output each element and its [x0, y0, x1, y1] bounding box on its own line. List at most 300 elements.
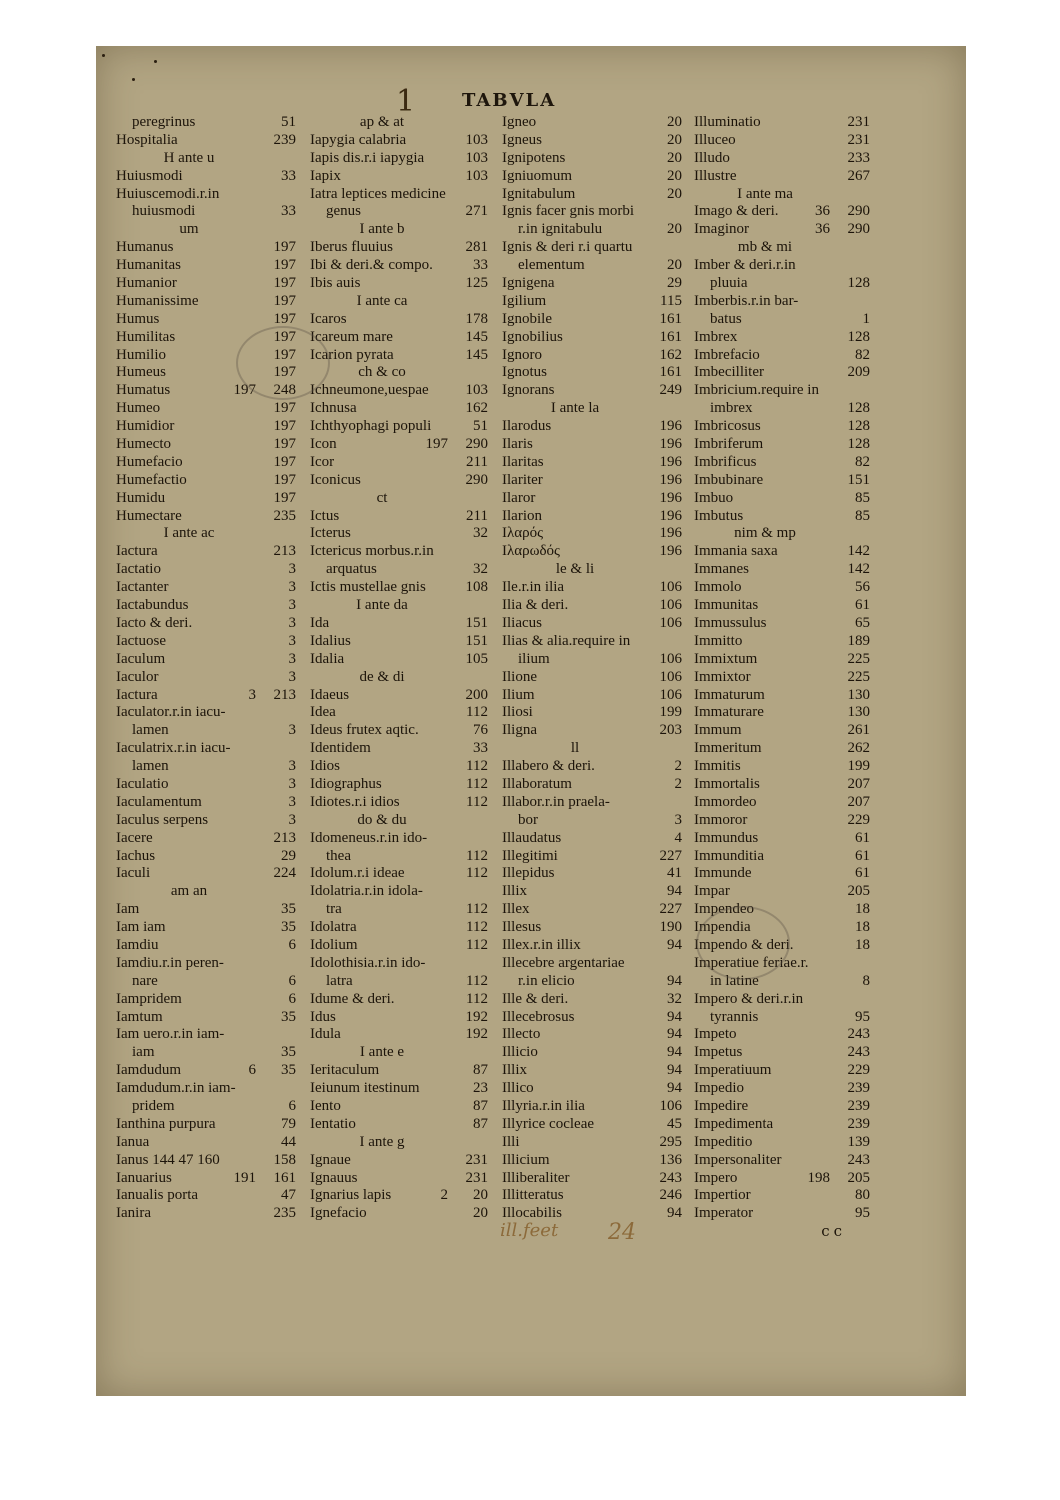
- section-heading: [310, 114, 488, 132]
- entry-term: Ida: [310, 614, 330, 631]
- index-entry: [694, 812, 870, 830]
- index-entry: [116, 1170, 296, 1188]
- entry-term: Iactuose: [116, 632, 166, 649]
- index-entry: [502, 347, 682, 365]
- index-entry: [310, 722, 488, 740]
- entry-page-number: 3: [288, 811, 296, 828]
- entry-term: Impar: [694, 883, 730, 900]
- index-entry: [502, 275, 682, 293]
- entry-term: r.in elicio: [518, 972, 575, 989]
- index-entry: [502, 776, 682, 794]
- entry-term: Ilariter: [502, 471, 543, 488]
- entry-page-number: 211: [466, 453, 488, 470]
- entry-page-number: 61: [855, 597, 870, 614]
- entry-term: latra: [326, 972, 353, 989]
- entry-page-number: 151: [465, 632, 488, 649]
- entry-term: Impetus: [694, 1044, 743, 1061]
- entry-term: Immitis: [694, 758, 741, 775]
- entry-term: Idolatria.r.in idola-: [310, 883, 423, 900]
- index-entry: [502, 704, 682, 722]
- entry-page-number: 267: [847, 167, 870, 184]
- index-entry: [502, 329, 682, 347]
- entry-term: I ante ca: [356, 292, 408, 309]
- entry-page-number: 33: [281, 167, 296, 184]
- index-entry: [694, 1098, 870, 1116]
- entry-page-number: 112: [466, 972, 488, 989]
- entry-term: Illaudatus: [502, 829, 562, 846]
- entry-term: huiusmodi: [132, 203, 196, 220]
- entry-page-number: 243: [847, 1151, 870, 1168]
- entry-term: Ieiunum itestinum: [310, 1080, 420, 1097]
- entry-term: mb & mi: [737, 239, 793, 256]
- entry-page-number: 281: [465, 239, 488, 256]
- entry-page-number: 2: [674, 775, 682, 792]
- index-entry: [502, 364, 682, 382]
- entry-term: Immixtum: [694, 650, 758, 667]
- section-heading: [694, 525, 870, 543]
- entry-page-number: 197: [273, 471, 296, 488]
- index-entry: [116, 186, 296, 204]
- index-entry: [310, 687, 488, 705]
- index-entry: [694, 311, 870, 329]
- entry-page-number: 3: [288, 597, 296, 614]
- entry-term: Immolo: [694, 579, 742, 596]
- entry-page-number: 239: [847, 1115, 870, 1132]
- entry-term: Iapygia calabria: [310, 131, 407, 148]
- entry-page-number: 79: [281, 1115, 296, 1132]
- index-entry: [310, 651, 488, 669]
- index-entry: [116, 991, 296, 1009]
- entry-term: Iactanter: [116, 579, 169, 596]
- index-entry: [116, 1187, 296, 1205]
- index-entry: [310, 865, 488, 883]
- index-column: [694, 114, 870, 1223]
- index-entry: [502, 794, 682, 812]
- index-entry: [116, 687, 296, 705]
- entry-page-number: 196: [659, 525, 682, 542]
- index-entry: [310, 400, 488, 418]
- entry-term: Humeo: [116, 400, 161, 417]
- entry-term: ct: [376, 489, 388, 506]
- section-heading: [694, 239, 870, 257]
- index-entry: [694, 114, 870, 132]
- index-entry: [694, 150, 870, 168]
- entry-page-number: 145: [465, 328, 488, 345]
- index-entry: [502, 472, 682, 490]
- entry-term: Iampridem: [116, 990, 182, 1007]
- section-heading: [502, 400, 682, 418]
- entry-page-number: 128: [847, 400, 870, 417]
- entry-term: am an: [170, 883, 208, 900]
- entry-term: Immaturum: [694, 686, 765, 703]
- entry-page-number: 205: [847, 1169, 870, 1186]
- entry-page-number: 29: [281, 847, 296, 864]
- entry-term: Iaculatio: [116, 775, 169, 792]
- entry-extra-reference: 197: [425, 436, 448, 453]
- entry-page-number: 112: [466, 936, 488, 953]
- entry-page-number: 199: [847, 758, 870, 775]
- entry-page-number: 142: [847, 543, 870, 560]
- index-entry: [310, 1098, 488, 1116]
- index-entry: [116, 1116, 296, 1134]
- entry-term: Ignigena: [502, 275, 555, 292]
- index-entry: [116, 955, 296, 973]
- index-entry: [310, 329, 488, 347]
- entry-page-number: 6: [288, 936, 296, 953]
- entry-page-number: 190: [659, 919, 682, 936]
- index-entry: [694, 1187, 870, 1205]
- entry-term: Idaeus: [310, 686, 350, 703]
- entry-page-number: 197: [273, 239, 296, 256]
- section-heading: [310, 293, 488, 311]
- index-entry: [116, 776, 296, 794]
- index-entry: [694, 669, 870, 687]
- entry-extra-reference: 191: [233, 1169, 256, 1186]
- index-entry: [116, 293, 296, 311]
- entry-page-number: 3: [288, 758, 296, 775]
- entry-page-number: 197: [273, 436, 296, 453]
- entry-page-number: 243: [847, 1044, 870, 1061]
- entry-page-number: 235: [273, 1205, 296, 1222]
- index-entry: [116, 579, 296, 597]
- section-heading: [502, 561, 682, 579]
- entry-page-number: 61: [855, 865, 870, 882]
- index-entry: [502, 955, 682, 973]
- entry-page-number: 112: [466, 847, 488, 864]
- entry-term: Imperatiuum: [694, 1062, 772, 1079]
- entry-page-number: 225: [847, 650, 870, 667]
- index-entry: [502, 830, 682, 848]
- entry-page-number: 87: [473, 1062, 488, 1079]
- entry-term: Immaturare: [694, 704, 764, 721]
- index-entry: [116, 275, 296, 293]
- entry-term: Ianua: [116, 1133, 150, 1150]
- entry-term: Illitteratus: [502, 1187, 564, 1204]
- entry-term: Iapix: [310, 167, 341, 184]
- entry-term: Imbriferum: [694, 436, 764, 453]
- entry-page-number: 151: [847, 471, 870, 488]
- index-entry: [502, 311, 682, 329]
- index-entry: [116, 722, 296, 740]
- index-entry: [502, 1116, 682, 1134]
- index-entry: [694, 329, 870, 347]
- index-entry: [310, 436, 488, 454]
- entry-term: Ientatio: [310, 1115, 356, 1132]
- entry-term: Ianira: [116, 1205, 151, 1222]
- entry-term: Iaculi: [116, 865, 151, 882]
- entry-page-number: 196: [659, 418, 682, 435]
- section-heading: [310, 812, 488, 830]
- entry-term: Iaculator.r.in iacu-: [116, 704, 226, 721]
- index-entry: [116, 1205, 296, 1223]
- entry-term: Humanissime: [116, 292, 199, 309]
- entry-page-number: 20: [667, 114, 682, 130]
- entry-term: Iaculum: [116, 650, 166, 667]
- entry-term: nim & mp: [734, 525, 796, 542]
- entry-term: um: [179, 221, 199, 238]
- entry-term: tra: [326, 901, 342, 918]
- entry-term: Humanitas: [116, 257, 181, 274]
- index-entry: [694, 1134, 870, 1152]
- index-entry: [116, 1062, 296, 1080]
- index-entry: [694, 561, 870, 579]
- index-entry: [116, 311, 296, 329]
- entry-term: de & di: [359, 668, 405, 685]
- entry-page-number: 161: [659, 328, 682, 345]
- entry-term: Icor: [310, 453, 335, 470]
- entry-term: Impersonaliter: [694, 1151, 782, 1168]
- section-heading: [310, 1134, 488, 1152]
- entry-term: Humidu: [116, 489, 166, 506]
- index-entry: [694, 221, 870, 239]
- entry-page-number: 196: [659, 543, 682, 560]
- index-entry: [310, 418, 488, 436]
- handwritten-note: 24: [608, 1220, 636, 1245]
- entry-term: Impendo & deri.: [694, 936, 794, 953]
- entry-page-number: 106: [659, 668, 682, 685]
- index-entry: [694, 1170, 870, 1188]
- entry-term: Illicio: [502, 1044, 538, 1061]
- entry-term: Humilio: [116, 346, 167, 363]
- index-entry: [694, 382, 870, 400]
- entry-page-number: 128: [847, 436, 870, 453]
- entry-term: Ilias & alia.require in: [502, 632, 631, 649]
- index-entry: [694, 1080, 870, 1098]
- entry-term: Imbutus: [694, 507, 744, 524]
- index-entry: [310, 794, 488, 812]
- entry-page-number: 128: [847, 275, 870, 292]
- index-entry: [310, 525, 488, 543]
- entry-term: Ignobilius: [502, 328, 563, 345]
- entry-term: Illabor.r.in praela-: [502, 793, 610, 810]
- library-stamp: [236, 326, 330, 400]
- entry-page-number: 207: [847, 793, 870, 810]
- entry-page-number: 128: [847, 418, 870, 435]
- entry-page-number: 51: [473, 418, 488, 435]
- entry-term: Imbricosus: [694, 418, 761, 435]
- entry-page-number: 61: [855, 829, 870, 846]
- entry-page-number: 103: [465, 131, 488, 148]
- index-entry: [310, 901, 488, 919]
- entry-extra-reference: 197: [233, 382, 256, 399]
- entry-term: Ibis auis: [310, 275, 361, 292]
- index-entry: [310, 937, 488, 955]
- entry-term: Impendia: [694, 919, 751, 936]
- index-column: [116, 114, 296, 1223]
- entry-term: Humecto: [116, 436, 171, 453]
- index-entry: [502, 490, 682, 508]
- index-entry: [694, 257, 870, 275]
- index-entry: [116, 901, 296, 919]
- entry-term: I ante b: [359, 221, 405, 238]
- entry-term: Imago & deri.: [694, 203, 779, 220]
- entry-page-number: 95: [855, 1008, 870, 1025]
- entry-page-number: 196: [659, 436, 682, 453]
- entry-term: Impedimenta: [694, 1115, 774, 1132]
- entry-term: Ignis facer gnis morbi: [502, 203, 635, 220]
- index-entry: [502, 597, 682, 615]
- entry-term: lamen: [132, 722, 169, 739]
- entry-term: Illustre: [694, 167, 737, 184]
- entry-page-number: 106: [659, 579, 682, 596]
- entry-term: genus: [326, 203, 361, 220]
- entry-term: Illegitimi: [502, 847, 558, 864]
- index-entry: [694, 615, 870, 633]
- entry-page-number: 142: [847, 561, 870, 578]
- index-entry: [116, 436, 296, 454]
- index-entry: [694, 830, 870, 848]
- entry-page-number: 80: [855, 1187, 870, 1204]
- entry-term: Idomeneus.r.in ido-: [310, 829, 428, 846]
- entry-term: Ιλαρωδός: [502, 543, 560, 560]
- entry-page-number: 33: [473, 740, 488, 757]
- entry-term: Imbrefacio: [694, 346, 760, 363]
- entry-term: tyrannis: [710, 1008, 759, 1025]
- entry-page-number: 231: [465, 1151, 488, 1168]
- entry-page-number: 94: [667, 1062, 682, 1079]
- entry-page-number: 2: [674, 758, 682, 775]
- index-entry: [502, 1152, 682, 1170]
- entry-page-number: 56: [855, 579, 870, 596]
- entry-page-number: 213: [273, 543, 296, 560]
- entry-term: Immunditia: [694, 847, 764, 864]
- section-heading: [310, 364, 488, 382]
- index-entry: [116, 561, 296, 579]
- entry-page-number: 20: [667, 185, 682, 202]
- entry-term: Ictis mustellae gnis: [310, 579, 426, 596]
- entry-page-number: 94: [667, 936, 682, 953]
- entry-term: Impero: [694, 1169, 738, 1186]
- index-entry: [310, 1152, 488, 1170]
- entry-term: Ignitabulum: [502, 185, 576, 202]
- index-entry: [116, 508, 296, 526]
- entry-page-number: 178: [465, 310, 488, 327]
- entry-term: Immortalis: [694, 775, 760, 792]
- entry-term: Impedire: [694, 1097, 749, 1114]
- entry-term: Illuminatio: [694, 114, 761, 130]
- entry-term: Icarion pyrata: [310, 346, 394, 363]
- entry-term: le & li: [555, 561, 595, 578]
- index-entry: [310, 257, 488, 275]
- entry-term: H ante u: [163, 149, 215, 166]
- entry-page-number: 197: [273, 257, 296, 274]
- entry-term: Immunde: [694, 865, 752, 882]
- index-entry: [502, 848, 682, 866]
- entry-page-number: 197: [273, 275, 296, 292]
- entry-term: Ianthina purpura: [116, 1115, 216, 1132]
- index-entry: [310, 991, 488, 1009]
- entry-term: Hospitalia: [116, 131, 178, 148]
- entry-term: lamen: [132, 758, 169, 775]
- entry-term: Idalius: [310, 632, 351, 649]
- index-entry: [694, 364, 870, 382]
- index-entry: [502, 114, 682, 132]
- entry-term: Idus: [310, 1008, 336, 1025]
- entry-page-number: 94: [667, 1044, 682, 1061]
- entry-term: thea: [326, 847, 351, 864]
- entry-page-number: 94: [667, 972, 682, 989]
- entry-page-number: 3: [288, 668, 296, 685]
- index-column: [310, 114, 488, 1223]
- entry-extra-reference: 36: [815, 203, 830, 220]
- entry-term: Ignefacio: [310, 1205, 367, 1222]
- entry-term: Illocabilis: [502, 1205, 562, 1222]
- entry-term: I ante da: [356, 597, 408, 614]
- index-entry: [310, 472, 488, 490]
- entry-page-number: 95: [855, 1205, 870, 1222]
- entry-page-number: 211: [466, 507, 488, 524]
- entry-page-number: 82: [855, 346, 870, 363]
- entry-term: Ignobile: [502, 310, 552, 327]
- entry-term: arquatus: [326, 561, 377, 578]
- entry-term: Iligna: [502, 722, 537, 739]
- entry-page-number: 243: [659, 1169, 682, 1186]
- entry-page-number: 227: [659, 901, 682, 918]
- index-entry: [502, 150, 682, 168]
- entry-term: Illiberaliter: [502, 1169, 570, 1186]
- index-entry: [502, 669, 682, 687]
- entry-page-number: 290: [465, 471, 488, 488]
- entry-page-number: 227: [659, 847, 682, 864]
- entry-term: Ignoro: [502, 346, 542, 363]
- index-entry: [310, 919, 488, 937]
- entry-page-number: 197: [273, 346, 296, 363]
- entry-page-number: 112: [466, 775, 488, 792]
- entry-page-number: 115: [660, 292, 682, 309]
- section-heading: [310, 490, 488, 508]
- entry-page-number: 20: [667, 221, 682, 238]
- index-entry: [310, 1187, 488, 1205]
- index-entry: [116, 168, 296, 186]
- index-entry: [502, 883, 682, 901]
- entry-term: Humefactio: [116, 471, 187, 488]
- entry-term: Iaculus serpens: [116, 811, 209, 828]
- entry-page-number: 103: [465, 167, 488, 184]
- entry-term: batus: [710, 310, 742, 327]
- entry-term: Ictus: [310, 507, 340, 524]
- entry-term: Ideus frutex aqtic.: [310, 722, 419, 739]
- entry-term: Igneo: [502, 114, 537, 130]
- entry-term: Ilaris: [502, 436, 533, 453]
- index-entry: [310, 561, 488, 579]
- entry-term: Imbrificus: [694, 453, 757, 470]
- index-entry: [694, 633, 870, 651]
- entry-page-number: 35: [281, 1062, 296, 1079]
- entry-page-number: 20: [667, 149, 682, 166]
- entry-page-number: 192: [465, 1008, 488, 1025]
- entry-page-number: 130: [847, 686, 870, 703]
- entry-page-number: 162: [659, 346, 682, 363]
- index-entry: [502, 1080, 682, 1098]
- index-entry: [116, 203, 296, 221]
- index-entry: [116, 543, 296, 561]
- index-entry: [502, 1062, 682, 1080]
- entry-term: Illico: [502, 1080, 534, 1097]
- entry-page-number: 200: [465, 686, 488, 703]
- index-entry: [116, 1098, 296, 1116]
- entry-page-number: 205: [847, 883, 870, 900]
- entry-page-number: 213: [273, 829, 296, 846]
- entry-page-number: 3: [288, 632, 296, 649]
- entry-page-number: 41: [667, 865, 682, 882]
- entry-page-number: 295: [659, 1133, 682, 1150]
- entry-term: Illecto: [502, 1026, 541, 1043]
- index-entry: [116, 1044, 296, 1062]
- index-entry: [310, 1080, 488, 1098]
- entry-term: Iacto & deri.: [116, 614, 193, 631]
- entry-page-number: 20: [473, 1187, 488, 1204]
- index-entry: [502, 508, 682, 526]
